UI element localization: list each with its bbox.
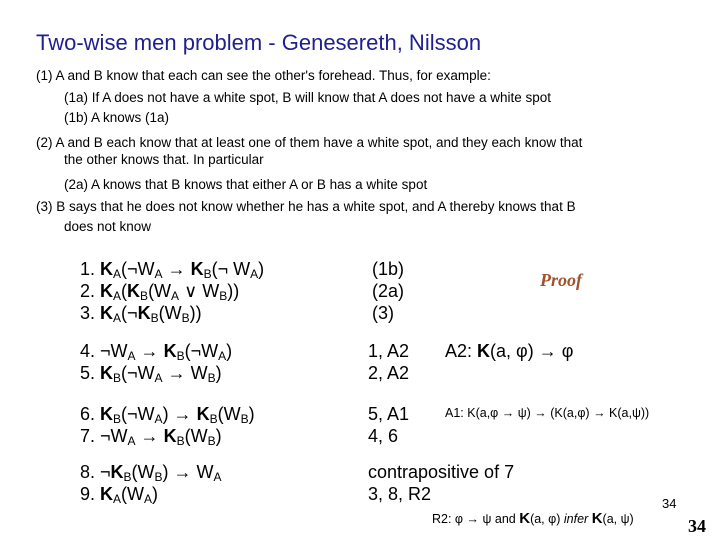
step-7-justification: 4, 6 xyxy=(368,426,399,446)
step-5-formula: 5. $K_B(\neg W_A \to W_B)$ xyxy=(80,363,222,385)
intro-line-1: (1) A and B know that each can see the other's forehead. Thus, for example: xyxy=(36,68,491,83)
intro-line-2c: (2a) A knows that B knows that either A or B has a white spot xyxy=(64,177,428,192)
rule-r2: R2: φ → ψ and K(a, φ) infer K(a, ψ) xyxy=(432,510,634,527)
step-number: 1. xyxy=(80,259,96,279)
rule-r2-and: and xyxy=(494,512,516,526)
rule-r2-infer: infer xyxy=(563,512,589,526)
step-number: 3. xyxy=(80,303,96,323)
step-number: 2. xyxy=(80,281,96,301)
step-number: 8. xyxy=(80,462,96,482)
page-number: 34 xyxy=(688,516,706,536)
step-1-formula: 1. $K_A(\neg W_A$ → $K_B(\neg$ $W_A$) xyxy=(80,259,265,281)
step-number: 7. xyxy=(80,426,96,446)
step-7-formula: 7. $\neg W_A \to K_B(W_B)$ xyxy=(80,426,222,448)
intro-line-1b: (1b) A knows (1a) xyxy=(64,110,170,125)
step-2-formula: 2. $K_A(K_B(W_A$ ∨ $W_B$)) xyxy=(80,281,240,303)
step-8-formula: 8. $\neg K_B(W_B) \to W_A$ xyxy=(80,462,222,484)
step-number: 4. xyxy=(80,341,96,361)
intro-line-3b: does not know xyxy=(64,219,152,234)
step-number: 6. xyxy=(80,404,96,424)
intro-line-3a: (3) B says that he does not know whether he has a white spot, and A thereby knows that B xyxy=(36,199,576,214)
step-4-formula: 4. $\neg W_A$ → $K_B(\neg W_A)$ xyxy=(80,341,233,363)
page-title: Two-wise men problem - Genesereth, Nilsson xyxy=(36,30,482,55)
intro-line-2a: (2) A and B each know that at least one of them have a white spot, and they each know that xyxy=(36,135,583,150)
page-number-small: 34 xyxy=(662,496,677,511)
step-number: 5. xyxy=(80,363,96,383)
step-6-justification: 5, A1 xyxy=(368,404,410,424)
axiom-a2: A2: K(a, φ) → φ xyxy=(445,341,574,361)
step-9-justification: 3, 8, R2 xyxy=(368,484,432,504)
step-5-justification: 2, A2 xyxy=(368,363,410,383)
axiom-a2-label: A2: xyxy=(445,341,473,361)
step-1-justification: (1b) xyxy=(372,259,405,279)
step-9-formula: 9. $K_A(W_A)$ xyxy=(80,484,159,506)
axiom-a1: A1: K(a,φ → ψ) → (K(a,φ) → K(a,ψ)) xyxy=(445,406,650,420)
proof-label: Proof xyxy=(540,270,582,290)
step-8-justification: contrapositive of 7 xyxy=(368,462,515,482)
step-2-justification: (2a) xyxy=(372,281,405,301)
intro-line-1a: (1a) If A does not have a white spot, B will know that A does not have a white spot xyxy=(64,90,552,105)
step-number: 9. xyxy=(80,484,96,504)
step-4-justification: 1, A2 xyxy=(368,341,410,361)
axiom-a1-label: A1: xyxy=(445,406,464,420)
rule-r2-label: R2: xyxy=(432,512,452,526)
step-3-justification: (3) xyxy=(372,303,394,323)
step-6-formula: 6. $K_B(\neg W_A) \to K_B(W_B)$ xyxy=(80,404,255,426)
intro-line-2b: the other knows that. In particular xyxy=(64,152,264,167)
step-3-formula: 3. $K_A(\neg K_B(W_B))$ xyxy=(80,303,202,325)
